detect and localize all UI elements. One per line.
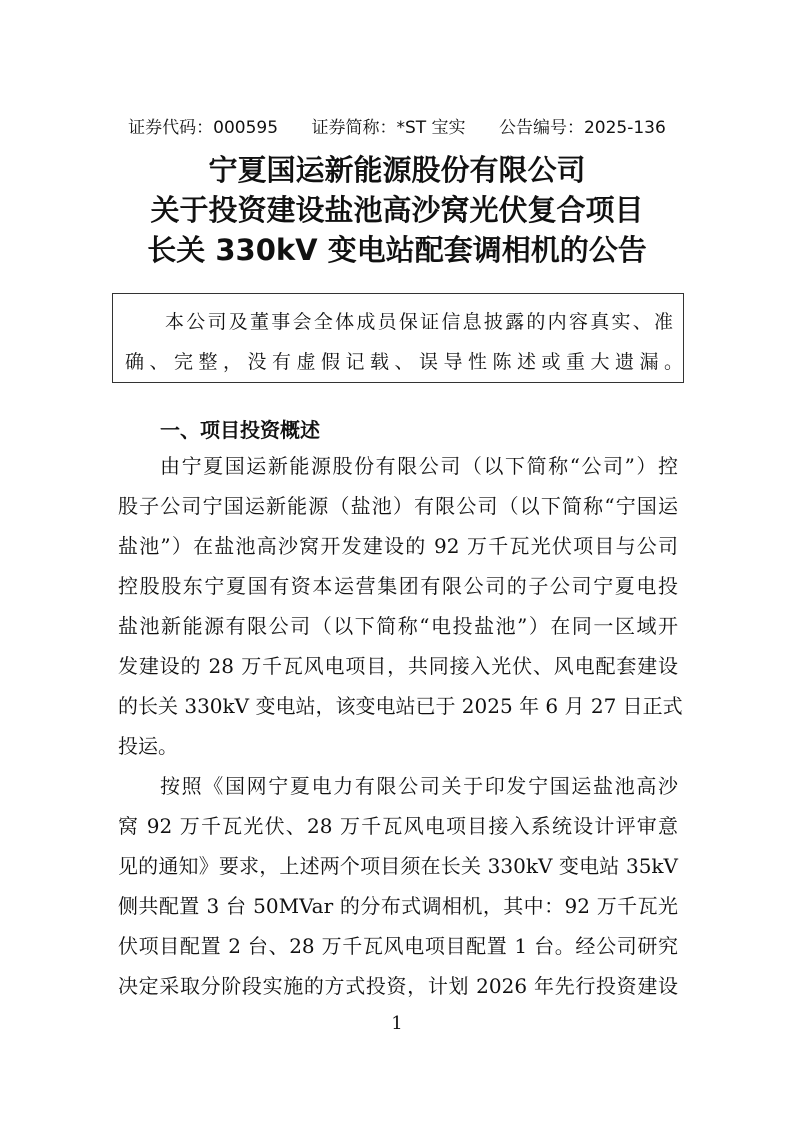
paragraph-line: 由宁夏国运新能源股份有限公司（以下简称“公司”）控 [160, 454, 678, 478]
paragraph-line: 股子公司宁国运新能源（盐池）有限公司（以下简称“宁国运 [118, 494, 678, 518]
security-header [0, 113, 794, 138]
page-title [0, 150, 794, 270]
paragraph-line: 见的通知》要求，上述两个项目须在长关 330kV 变电站 35kV [118, 854, 678, 878]
paragraph-line: 伏项目配置 2 台、28 万千瓦风电项目配置 1 台。经公司研究 [118, 934, 678, 958]
section-heading: 一、项目投资概述 [160, 418, 320, 442]
paragraph-line: 窝 92 万千瓦光伏、28 万千瓦风电项目接入系统设计评审意 [118, 814, 678, 838]
statement-line: 确、完整，没有虚假记载、误导性陈述或重大遗漏。 [125, 351, 689, 373]
page-number: 1 [391, 1013, 403, 1034]
paragraph-line: 投运。 [118, 734, 178, 758]
paragraph-line: 的长关 330kV 变电站，该变电站已于 2025 年 6 月 27 日正式 [118, 694, 683, 718]
paragraph-line: 决定采取分阶段实施的方式投资，计划 2026 年先行投资建设 [118, 974, 678, 998]
paragraph-line: 盐池新能源有限公司（以下简称“电投盐池”）在同一区域开 [118, 614, 678, 638]
title-line: 关于投资建设盐池高沙窝光伏复合项目 [150, 193, 644, 227]
title-line: 长关 330kV 变电站配套调相机的公告 [147, 233, 647, 267]
notice-number: 公告编号：2025-136 [498, 118, 666, 138]
statement-line: 本公司及董事会全体成员保证信息披露的内容真实、准 [165, 311, 673, 333]
paragraph-line: 发建设的 28 万千瓦风电项目，共同接入光伏、风电配套建设 [118, 654, 678, 678]
security-code: 证券代码：000595 [128, 118, 279, 138]
paragraph-line: 侧共配置 3 台 50MVar 的分布式调相机，其中：92 万千瓦光 [118, 894, 678, 918]
paragraph-line: 盐池”）在盐池高沙窝开发建设的 92 万千瓦光伏项目与公司 [118, 534, 678, 558]
statement-box [112, 293, 689, 383]
paragraph-line: 控股股东宁夏国有资本运营集团有限公司的子公司宁夏电投 [118, 574, 678, 598]
paragraph-line: 按照《国网宁夏电力有限公司关于印发宁国运盐池高沙 [160, 774, 678, 798]
security-short-name: 证券简称：*ST 宝实 [311, 118, 466, 138]
title-line: 宁夏国运新能源股份有限公司 [208, 153, 586, 187]
